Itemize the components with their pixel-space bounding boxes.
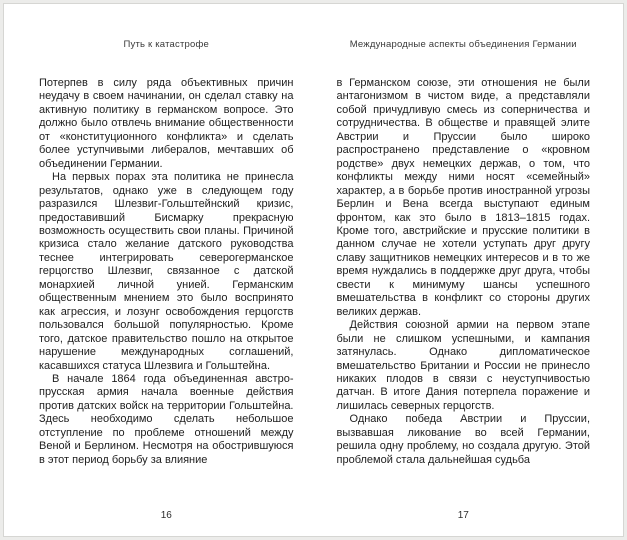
paragraph: На первых порах эта политика не принесла результатов, однако уже в следующем году разразился Шлезвиг-Гольштейнский кризис, предоставивший Бисмарку прекрасную возможность осуществить свои планы. Причиной кризиса стало желание датского руководства теснее интегрировать северогерманское герцогство Шлезвиг, связанное с датской монархией личной унией. Германским общественным мнением это было воспринято как агрессия, и лозунг освобождения герцогств пользовался большой популярностью. Кроме того, датское правительство пошло на открытое нарушение международных соглашений, касавшихся статуса Шлезвига и Гольштейна. <box>39 171 294 372</box>
page-number-left: 16 <box>160 510 172 521</box>
page-body-right <box>337 77 591 467</box>
page-left <box>4 4 314 536</box>
page-number-right: 17 <box>457 510 469 521</box>
book-spread <box>3 3 624 537</box>
paragraph: в Германском союзе, эти отношения не были антагонизмом в чистом виде, а представляли собой причудливую смесь из соперничества и сотрудничества. В обществе и правящей элите Австрии и Пруссии было широко распространено представление о «кровном родстве» двух немецких держав, о том, что конфликты между ними носят «семейный» характер, а в борьбе против иностранной угрозы Берлин и Вена всегда выступают единым фронтом, как это было в 1813–1815 годах. Кроме того, австрийские и прусские политики в данном случае не хотели уступать друг другу славу защитников немецких интересов и в то же время нуждались в поддержке друг друга, чтобы свести к минимуму шансы успешного вмешательства в конфликт со стороны других великих держав. <box>336 77 590 318</box>
paragraph: Потерпев в силу ряда объективных причин неудачу в своем начинании, он сделал ставку на активную политику в германском вопросе. Это должно было отвлечь внимание общественности от «конституционного конфликта» и сделать более уступчивыми либералов, мечтавших об объединении Германии. <box>39 77 294 170</box>
running-header-left: Путь к катастрофе <box>123 39 209 50</box>
paragraph: Действия союзной армии на первом этапе были не слишком успешными, и кампания затянулась. Однако дипломатическое вмешательство Британии и России не принесло никаких плодов в связи с неуступчивостью датчан. В итоге Дания потерпела поражение и лишилась северных герцогств. <box>336 319 590 412</box>
paragraph: Однако победа Австрии и Пруссии, вызвавшая ликование во всей Германии, решила одну проблему, но создала другую. Этой проблемой стала дальнейшая судьба <box>336 413 590 466</box>
page-right <box>314 4 624 536</box>
page-body-left <box>39 77 294 467</box>
running-header-right: Международные аспекты объединения Германии <box>349 39 577 50</box>
paragraph: В начале 1864 года объединенная австро-прусская армия начала военные действия против датских войск на территории Гольштейна. Здесь необходимо сделать небольшое отступление по проблеме отношений между Веной и Берлином. Несмотря на обострившуюся в этот период борьбу за влияние <box>39 372 294 466</box>
